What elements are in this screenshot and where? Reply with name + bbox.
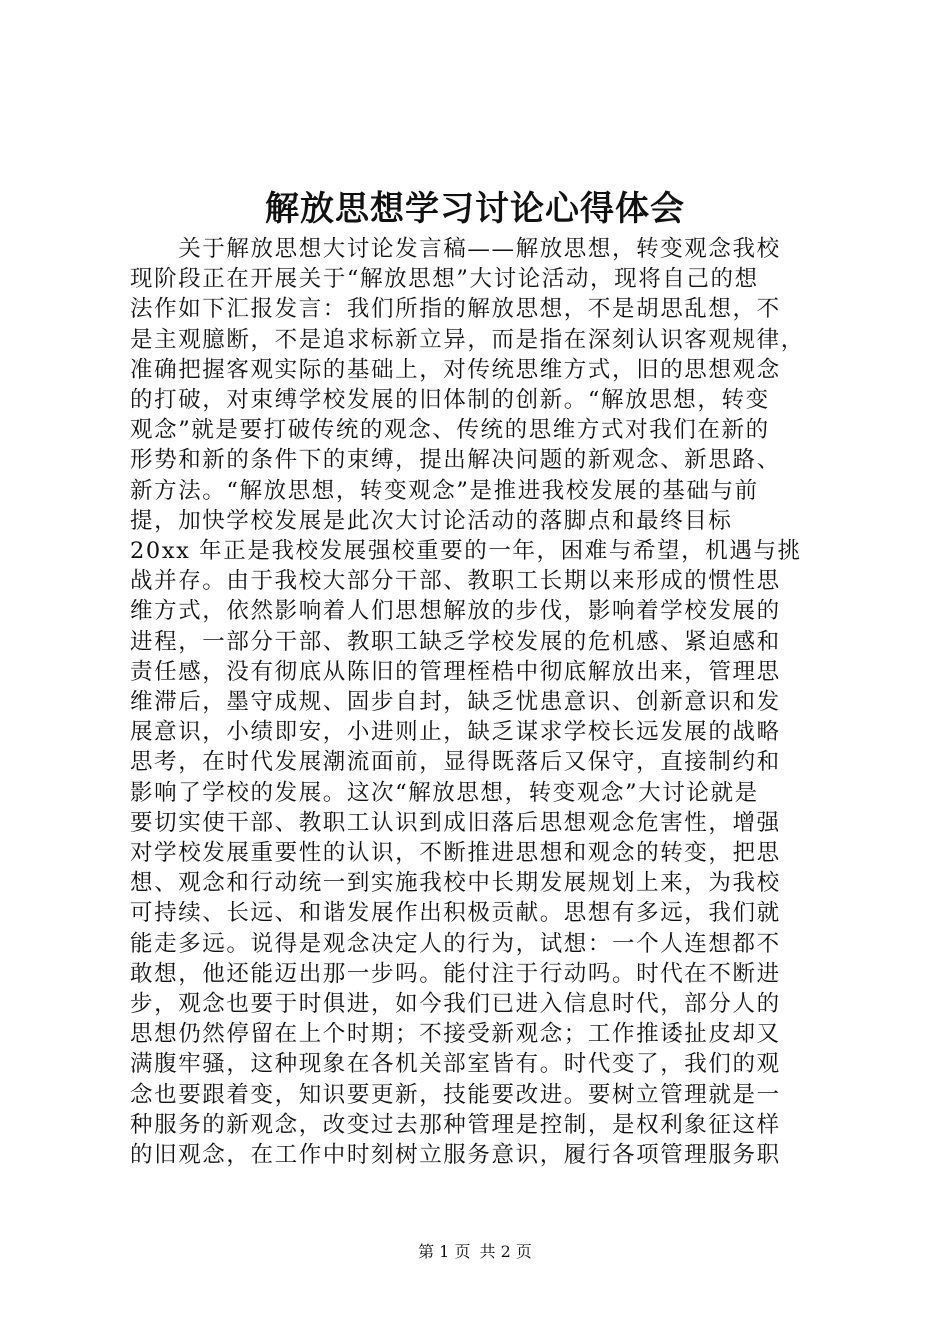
body-line: 维滞后，墨守成规、固步自封，缺乏忧患意识、创新意识和发 [130, 689, 781, 716]
body-line: 准确把握客观实际的基础上，对传统思维方式，旧的思想观念 [130, 356, 781, 383]
body-line: 现阶段正在开展关于“解放思想”大讨论活动，现将自己的想 [130, 266, 759, 293]
body-line: 新方法。“解放思想，转变观念”是推进我校发展的基础与前 [130, 477, 759, 504]
body-line: 关于解放思想大讨论发言稿——解放思想，转变观念我校 [130, 236, 781, 262]
body-line: 对学校发展重要性的认识，不断推进思想和观念的转变，把思 [130, 840, 781, 867]
body-line: 步，观念也要于时俱进，如今我们已进入信息时代，部分人的 [130, 991, 781, 1018]
document-title: 解放思想学习讨论心得体会 [265, 189, 685, 229]
page-total: 共 2 页 [479, 1242, 532, 1261]
body-line: 思考，在时代发展潮流面前，显得既落后又保守，直接制约和 [130, 749, 781, 776]
body-line: 维方式，依然影响着人们思想解放的步伐，影响着学校发展的 [130, 598, 781, 625]
body-line: 影响了学校的发展。这次“解放思想，转变观念”大讨论就是 [130, 779, 759, 806]
body-line: 提，加快学校发展是此次大讨论活动的落脚点和最终目标 [130, 507, 733, 534]
body-line: 战并存。由于我校大部分干部、教职工长期以来形成的惯性思 [130, 568, 781, 595]
page-number: 第 1 页 [418, 1242, 471, 1261]
body-line: 的旧观念，在工作中时刻树立服务意识，履行各项管理服务职 [130, 1142, 781, 1169]
body-line: 要切实使干部、教职工认识到成旧落后思想观念危害性，增强 [130, 809, 781, 836]
body-line: 进程，一部分干部、教职工缺乏学校发展的危机感、紧迫感和 [130, 628, 781, 655]
body-line: 念也要跟着变，知识要更新，技能要改进。要树立管理就是一 [130, 1081, 781, 1108]
body-line: 能走多远。说得是观念决定人的行为，试想：一个人连想都不 [130, 930, 781, 957]
body-line: 想、观念和行动统一到实施我校中长期发展规划上来，为我校 [130, 870, 781, 897]
document-body [130, 234, 830, 1170]
body-line: 可持续、长远、和谐发展作出积极贡献。思想有多远，我们就 [130, 900, 781, 927]
body-line: 是主观臆断，不是追求标新立异，而是指在深刻认识客观规律， [130, 326, 805, 353]
body-line: 20xx 年正是我校发展强校重要的一年，困难与希望，机遇与挑 [130, 538, 802, 565]
body-line: 法作如下汇报发言：我们所指的解放思想，不是胡思乱想，不 [130, 296, 781, 323]
body-line: 形势和新的条件下的束缚，提出解决问题的新观念、新思路、 [130, 447, 781, 474]
body-line: 的打破，对束缚学校发展的旧体制的创新。“解放思想，转变 [130, 387, 770, 414]
body-line: 观念”就是要打破传统的观念、传统的思维方式对我们在新的 [130, 417, 770, 444]
body-line: 敢想，他还能迈出那一步吗。能付注于行动吗。时代在不断进 [130, 960, 781, 987]
page-footer [0, 1241, 950, 1263]
body-line: 思想仍然停留在上个时期；不接受新观念；工作推诿扯皮却又 [130, 1021, 781, 1048]
body-line: 种服务的新观念，改变过去那种管理是控制，是权利象征这样 [130, 1111, 781, 1138]
body-line: 满腹牢骚，这种现象在各机关部室皆有。时代变了，我们的观 [130, 1051, 781, 1078]
body-line: 责任感，没有彻底从陈旧的管理桎梏中彻底解放出来，管理思 [130, 658, 781, 685]
body-line: 展意识，小绩即安，小进则止，缺乏谋求学校长远发展的战略 [130, 719, 781, 746]
